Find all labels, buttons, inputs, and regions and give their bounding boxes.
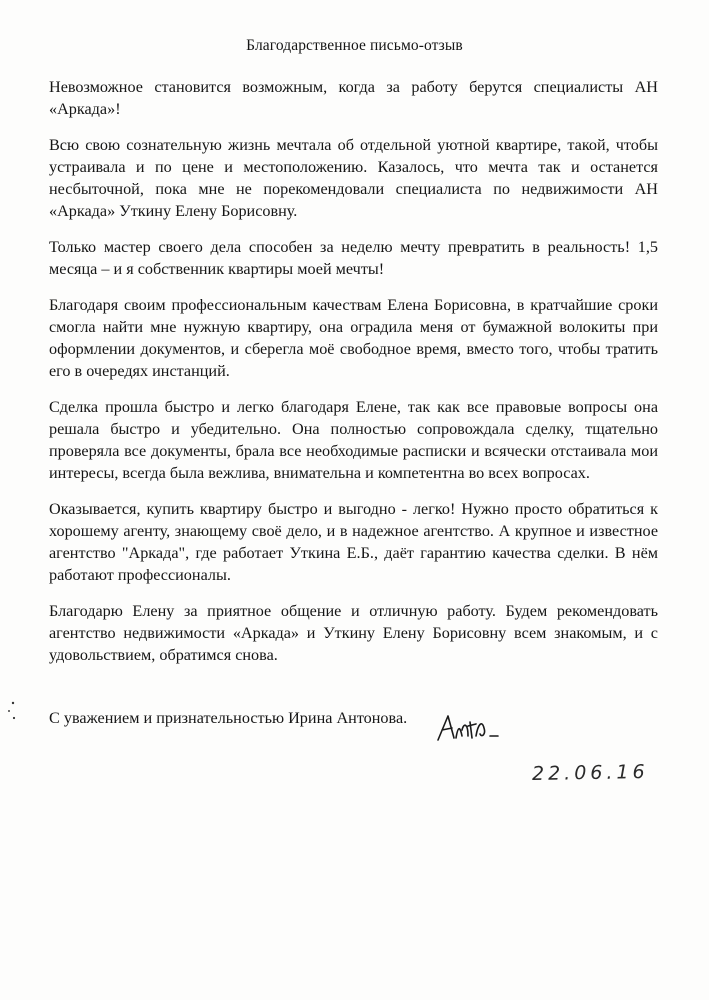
- handwritten-signature: [432, 708, 522, 748]
- paragraph-7: Благодарю Елену за приятное общение и отличную работу. Будем рекомендовать агентство недвижимости «Аркада» и Уткину Елену Борисовну всем знакомым, и с удовольствием, обратимся снова.: [49, 602, 658, 664]
- paragraph-2: Всю свою сознательную жизнь мечтала об отдельной уютной квартире, такой, чтобы устраивала и по цене и местоположению. Казалось, что мечта так и останется несбыточной, пока мне не порекомендовали специалиста по недвижимости АН «Аркада» Уткину Елену Борисовну.: [49, 136, 658, 220]
- paragraph-1: Невозможное становится возможным, когда за работу берутся специалисты АН «Аркада»!: [49, 78, 658, 118]
- closing-line: С уважением и признательностью Ирина Антонова.: [49, 709, 408, 727]
- letter-body: [49, 76, 658, 680]
- paragraph-6: Оказывается, купить квартиру быстро и выгодно - легко! Нужно просто обратиться к хорошему агенту, знающему своё дело, и в надежное агентство. А крупное и известное агентство "Аркада", где работает Уткина Е.Б., даёт гарантию качества сделки. В нём работают профессионалы.: [49, 500, 658, 584]
- scan-specks: [5, 699, 19, 723]
- paragraph-3: Только мастер своего дела способен за неделю мечту превратить в реальность! 1,5 месяца – и я собственник квартиры моей мечты!: [49, 238, 658, 278]
- paragraph-5: Сделка прошла быстро и легко благодаря Елене, так как все правовые вопросы она решала быстро и убедительно. Она полностью сопровождала сделку, тщательно проверяла все документы, брала все необходимые расписки и всячески отстаивала мои интересы, всегда была вежлива, внимательна и компетентна во всех вопросах.: [49, 398, 658, 482]
- paragraph-4: Благодаря своим профессиональным качествам Елена Борисовна, в кратчайшие сроки смогла найти мне нужную квартиру, она оградила меня от бумажной волокиты при оформлении документов, и сберегла моё свободное время, вместо того, чтобы тратить его в очередях инстанций.: [49, 296, 658, 380]
- letter-title: Благодарственное письмо-отзыв: [246, 37, 463, 54]
- handwritten-date: 22.06.16: [531, 760, 649, 786]
